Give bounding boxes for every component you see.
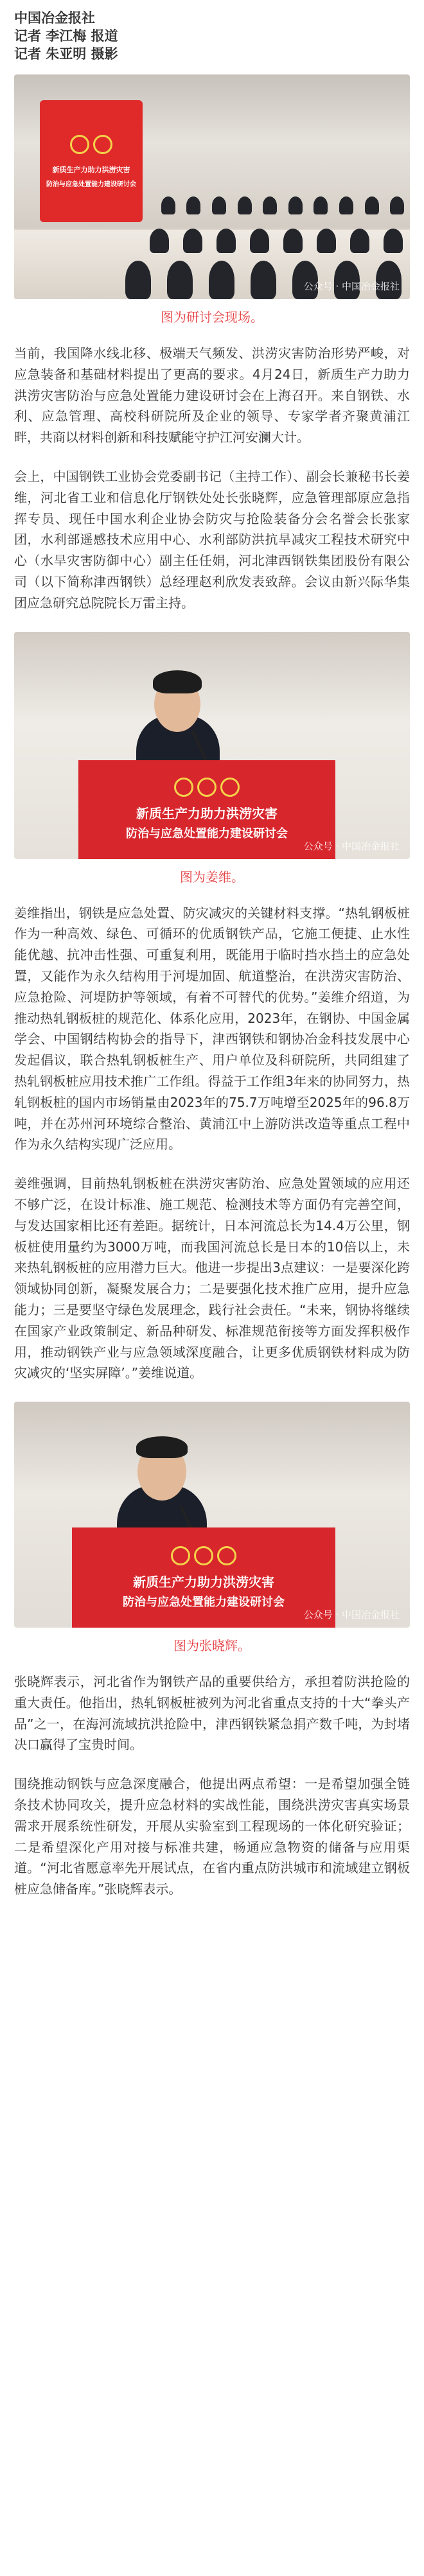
banner-title-line2: 防治与应急处置能力建设研讨会 (126, 827, 288, 840)
speaker-jiang-wei-photo (14, 632, 410, 859)
banner-title-line1: 新质生产力助力洪涝灾害 (133, 1575, 274, 1590)
banner-logos (174, 778, 240, 797)
podium-banner (72, 1527, 335, 1628)
photo-watermark: 公众号 · 中国冶金报社 (303, 840, 400, 852)
conference-venue-photo (14, 74, 410, 299)
paragraph: 会上，中国钢铁工业协会党委副书记（主持工作）、副会长兼秘书长姜维，河北省工业和信息化厅钢铁处处长张晓辉，应急管理部原应急指挥专员、现任中国水利企业协会防灾与抢险装备分会名誉会长张家团，水利部遥感技术应用中心、水利部防洪抗旱减灾工程技术研究中心（水旱灾害防御中心）副主任任娟，河北津西钢铁集团股份有限公司（以下简称津西钢铁）总经理赵利欣发表致辞。会议由新兴际华集团应急研究总院院长万雷主持。 (14, 468, 410, 611)
photographer-credit: 记者 朱亚明 摄影 (14, 46, 118, 62)
photo-caption: 图为研讨会现场。 (161, 309, 263, 325)
audience-back-row (14, 196, 410, 214)
photo-caption: 图为张晓辉。 (173, 1638, 251, 1654)
paragraph: 当前，我国降水线北移、极端天气频发、洪涝灾害防治形势严峻，对应急装备和基础材料提出了更高的要求。4月24日，新质生产力助力洪涝灾害防治与应急处置能力建设研讨会在上海召开。来自钢铁、水利、应急管理、高校科研院所及企业的领导、专家学者齐聚黄浦江畔，共商以材料创新和科技赋能守护江河安澜大计。 (14, 345, 410, 446)
banner-title-line1: 新质生产力助力洪涝灾害 (136, 807, 278, 822)
banner-title-line1: 新质生产力助力洪涝灾害 (52, 166, 130, 174)
banner-logos (171, 1546, 236, 1565)
banner-title-line2: 防治与应急处置能力建设研讨会 (46, 180, 136, 188)
banner-logos (70, 135, 112, 154)
publication-name: 中国冶金报社 (14, 10, 95, 26)
paragraph: 张晓辉表示，河北省作为钢铁产品的重要供给方，承担着防洪抢险的重大责任。他指出，热轧钢板桩被列为河北省重点支持的十大“拳头产品”之一，在海河流域抗洪抢险中，津西钢铁紧急捐产数千吨，为封堵决口赢得了宝贵时间。 (14, 1674, 410, 1753)
photo-caption: 图为姜维。 (180, 869, 244, 885)
photo-watermark: 公众号 · 中国冶金报社 (303, 1609, 400, 1621)
byline (14, 9, 410, 63)
reporter-credit: 记者 李江梅 报道 (14, 28, 118, 44)
paragraph: 姜维强调，目前热轧钢板桩在洪涝灾害防治、应急处置领域的应用还不够广泛，在设计标准、施工规范、检测技术等方面仍有完善空间，与发达国家相比还有差距。据统计，日本河流总长为14.4万公里，钢板桩使用量约为3000万吨，而我国河流总长是日本的10倍以上，未来热轧钢板桩的应用潜力巨大。他进一步提出3点建议：一是要深化跨领域协同创新，凝聚发展合力；二是要强化技术推广应用，提升应急能力；三是要坚守绿色发展理念，践行社会责任。“未来，钢协将继续在国家产业政策制定、新品种研发、标准规范衔接等方面发挥积极作用，推动钢铁产业与应急领域深度融合，让更多优质钢铁材料成为防灾减灾的‘坚实屏障’。”姜维说道。 (14, 1176, 410, 1381)
paragraph: 围绕推动钢铁与应急深度融合，他提出两点希望：一是希望加强全链条技术协同攻关，提升应急材料的实战性能，围绕洪涝灾害真实场景需求开展系统性研发，开展从实验室到工程现场的一体化研究验证；二是希望深化产用对接与标准共建，畅通应急物资的储备与应用渠道。“河北省愿意率先开展试点，在省内重点防洪城市和流域建立钢板桩应急储备库。”张晓辉表示。 (14, 1776, 410, 1897)
audience-middle-row (14, 229, 410, 253)
banner-title-line2: 防治与应急处置能力建设研讨会 (123, 1595, 285, 1608)
speaker-zhang-xiaohui-photo (14, 1402, 410, 1628)
photo-watermark: 公众号 · 中国冶金报社 (303, 281, 400, 292)
paragraph: 姜维指出，钢铁是应急处置、防灾减灾的关键材料支撑。“热轧钢板桩作为一种高效、绿色、可循环的优质钢铁产品，它施工便捷、止水性能优越、抗冲击性强、可重复利用，既能用于临时挡水挡土的应急处置，又能作为永久结构用于河堤加固、航道整治，在洪涝灾害防治、应急抢险、河堤防护等领域，有着不可替代的优势。”姜维介绍道，为推动热轧钢板桩的规范化、体系化应用，2023年，在钢协、中国金属学会、中国钢结构协会的指导下，津西钢铁和钢协冶金科技发展中心发起倡议，联合热轧钢板桩生产、用户单位及科研院所，共同组建了热轧钢板桩应用技术推广工作组。得益于工作组3年来的协同努力，热轧钢板桩的国内市场销量由2023年的75.7万吨增至2025年的96.8万吨，并在苏州河环境综合整治、黄浦江中上游防洪改造等重点工程中作为永久结构实现广泛应用。 (14, 905, 410, 1153)
podium-banner (78, 760, 335, 859)
